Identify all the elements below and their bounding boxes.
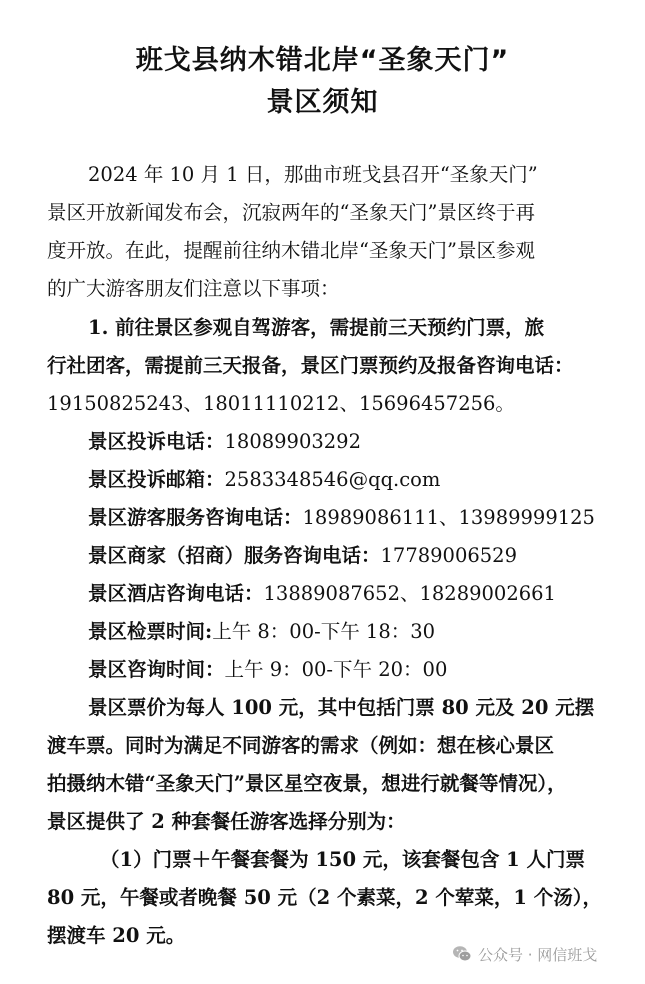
contact-value: 13889087652、18289002661 (263, 582, 556, 605)
contact-label: 景区咨询时间： (88, 658, 225, 681)
title-line-2: 景区须知 (266, 87, 379, 118)
contact-complaint-phone (88, 426, 361, 454)
item-1-line: 行社团客，需提前三天报备，景区门票预约及报备咨询电话： (47, 354, 574, 377)
intro-line: 2024 年 10 月 1 日，那曲市班戈县召开“圣象天门” (88, 163, 538, 186)
title-line-1: 班戈县纳木错北岸“圣象天门” (135, 45, 510, 76)
contact-value: 2583348546@qq.com (224, 468, 441, 491)
wechat-icon (452, 945, 472, 963)
contact-ticket-hours (88, 616, 435, 644)
contact-label: 景区商家（招商）服务咨询电话： (88, 544, 381, 567)
contact-value: 上午 8：00-下午 18：30 (212, 620, 436, 643)
intro-line: 景区开放新闻发布会，沉寂两年的“圣象天门”景区终于再 (47, 201, 535, 224)
package-line: （1）门票＋午餐套餐为 150 元，该套餐包含 1 人门票 (100, 848, 585, 871)
contact-label: 景区投诉邮箱： (88, 468, 225, 491)
price-line: 渡车票。同时为满足不同游客的需求（例如：想在核心景区 (47, 734, 555, 757)
contact-hotel (88, 578, 556, 606)
price-line: 景区提供了 2 种套餐任游客选择分别为： (47, 810, 406, 833)
contact-value: 18089903292 (224, 430, 361, 453)
contact-value: 17789006529 (380, 544, 517, 567)
phone-numbers-line: 19150825243、18011110212、15696457256。 (47, 392, 515, 415)
intro-line: 的广大游客朋友们注意以下事项： (47, 277, 340, 300)
package-line: 摆渡车 20 元。 (47, 924, 186, 947)
contact-label: 景区投诉电话： (88, 430, 225, 453)
package-line: 80 元，午餐或者晚餐 50 元（2 个素菜，2 个荤菜，1 个汤）， (47, 886, 602, 909)
item-1-line: 1. 前往景区参观自驾游客，需提前三天预约门票，旅 (88, 316, 545, 339)
watermark-text: 公众号 · 网信班戈 (478, 945, 598, 964)
price-line: 景区票价为每人 100 元，其中包括门票 80 元及 20 元摆 (88, 696, 595, 719)
contact-value: 18989086111、13989999125 (302, 506, 595, 529)
contact-label: 景区酒店咨询电话： (88, 582, 264, 605)
contact-visitor-service (88, 502, 595, 530)
contact-merchant-service (88, 540, 517, 568)
contact-value: 上午 9：00-下午 20：00 (224, 658, 448, 681)
contact-complaint-email (88, 464, 440, 492)
intro-line: 度开放。在此，提醒前往纳木错北岸“圣象天门”景区参观 (47, 239, 535, 262)
watermark (452, 942, 597, 966)
contact-label: 景区游客服务咨询电话： (88, 506, 303, 529)
price-line: 拍摄纳木错“圣象天门”景区星空夜景，想进行就餐等情况）， (47, 772, 567, 795)
contact-label: 景区检票时间: (88, 620, 213, 643)
contact-consult-hours (88, 654, 447, 682)
